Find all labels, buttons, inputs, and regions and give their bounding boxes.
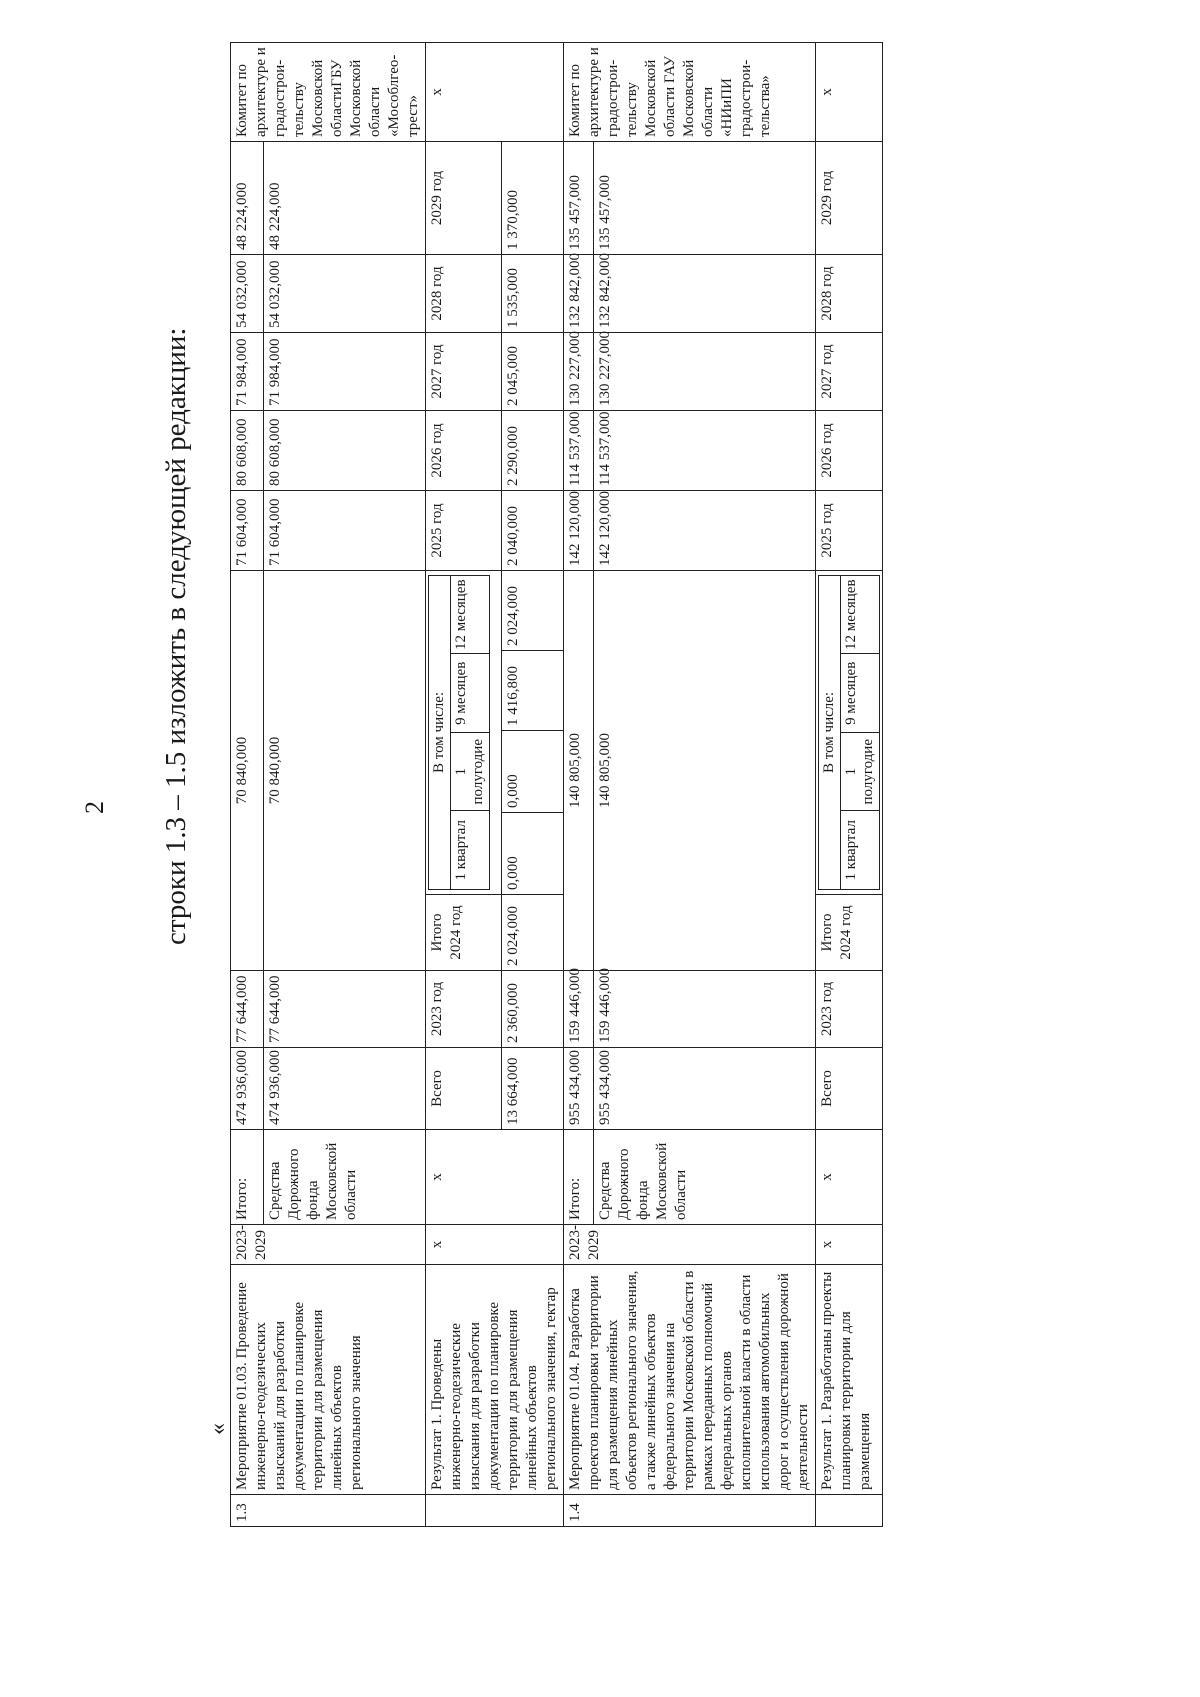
row-1-4-name: Мероприятие 01.04. Разработка проектов планировки территории для размещения линейных объектов регионального значения, а также линейных объектов федерального значения на территории Московской области в рамках переданных полномочий федеральных органов исполнительной власти в области использования автомобильных дорог и осуществления дорожной деятельности bbox=[564, 1265, 816, 1495]
result-1-v-2027: 2 045,000 bbox=[502, 332, 564, 410]
row-1-3-itogo-2026: 80 608,000 bbox=[231, 410, 264, 490]
row-1-4-fund-2026: 114 537,000 bbox=[594, 410, 816, 490]
row-1-4-itogo-2023: 159 446,000 bbox=[564, 971, 594, 1048]
row-1-3-itogo-total: 474 936,000 bbox=[231, 1048, 264, 1130]
result-2-header bbox=[816, 43, 883, 1527]
result-1-h-2026: 2026 год bbox=[426, 410, 502, 490]
result-2-h-m12: 12 месяцев bbox=[841, 575, 880, 654]
result-1-v-2028: 1 535,000 bbox=[502, 254, 564, 332]
row-1-4-executor: Комитет по архитектуре и градострои-тельству Московской области ГАУ Московской области «НИиПИ градострои-тельства» bbox=[564, 43, 816, 142]
row-1-3-itogo-2023: 77 644,000 bbox=[231, 971, 264, 1048]
result-2-h-2026: 2026 год bbox=[816, 410, 883, 490]
result-2-h-itogo2024: Итого 2024 год bbox=[816, 895, 883, 971]
result-1-h-itogo2024: Итого 2024 год bbox=[426, 895, 502, 971]
row-1-4-itogo-total: 955 434,000 bbox=[564, 1048, 594, 1130]
result-2-vtom-block bbox=[816, 570, 883, 894]
result-1-h-h1: 1 полугодие bbox=[451, 733, 490, 812]
result-1-v-h1: 0,000 bbox=[502, 731, 564, 813]
result-2-name: Результат 1. Разработаны проекты планировки территории для размещения bbox=[816, 1265, 883, 1495]
row-1-4-itogo bbox=[564, 43, 594, 1527]
result-2-source-x: х bbox=[816, 1130, 883, 1225]
result-2-h-2025: 2025 год bbox=[816, 490, 883, 570]
result-2-h-2028: 2028 год bbox=[816, 254, 883, 332]
result-1-v-q1: 0,000 bbox=[502, 813, 564, 895]
row-1-4-fund-2027: 130 227,000 bbox=[594, 332, 816, 410]
result-2-h-2027: 2027 год bbox=[816, 332, 883, 410]
row-1-3-itogo-2025: 71 604,000 bbox=[231, 490, 264, 570]
result-1-v-itogo2024: 2 024,000 bbox=[502, 895, 564, 971]
row-1-4-itogo-2029: 135 457,000 bbox=[564, 141, 594, 254]
row-1-3-fund-2026: 80 608,000 bbox=[263, 410, 426, 490]
row-1-4-fund-label: Средства Дорожного фонда Московской области bbox=[594, 1130, 816, 1225]
result-1-name: Результат 1. Проведены инженерно-геодезические изыскания для разработки документации по планировке территории для размещения линейных объектов регионального значения, гектар bbox=[426, 1265, 564, 1495]
result-1-h-m9: 9 месяцев bbox=[451, 654, 490, 733]
result-1-h-2029: 2029 год bbox=[426, 141, 502, 254]
result-1-h-2023: 2023 год bbox=[426, 971, 502, 1048]
row-1-3-itogo bbox=[231, 43, 264, 1527]
row-1-3-fund-2025: 71 604,000 bbox=[263, 490, 426, 570]
program-table bbox=[230, 42, 883, 1527]
row-1-3-itogo-2024: 70 840,000 bbox=[231, 570, 264, 970]
row-1-3-name: Мероприятие 01.03. Проведение инженерно-геодезических изысканий для разработки документации по планировке территории для размещения линейных объектов регионального значения bbox=[231, 1265, 426, 1495]
row-1-4-fund-2023: 159 446,000 bbox=[594, 971, 816, 1048]
row-1-4-fund-total: 955 434,000 bbox=[594, 1048, 816, 1130]
row-1-3-fund-2027: 71 984,000 bbox=[263, 332, 426, 410]
opening-quote: « bbox=[205, 1423, 231, 1435]
row-1-3-fund-2023: 77 644,000 bbox=[263, 971, 426, 1048]
result-1-v-2023: 2 360,000 bbox=[502, 971, 564, 1048]
result-1-h-2027: 2027 год bbox=[426, 332, 502, 410]
row-1-3-itogo-2027: 71 984,000 bbox=[231, 332, 264, 410]
row-1-4-itogo-2024: 140 805,000 bbox=[564, 570, 594, 970]
row-1-3-itogo-2029: 48 224,000 bbox=[231, 141, 264, 254]
row-1-4-fund-2029: 135 457,000 bbox=[594, 141, 816, 254]
row-1-3-itogo-label: Итого: bbox=[231, 1130, 264, 1225]
result-1-v-2026: 2 290,000 bbox=[502, 410, 564, 490]
result-1-h-2025: 2025 год bbox=[426, 490, 502, 570]
result-1-h-2028: 2028 год bbox=[426, 254, 502, 332]
row-1-3-fund-2029: 48 224,000 bbox=[263, 141, 426, 254]
result-2-h-2023: 2023 год bbox=[816, 971, 883, 1048]
result-1-period-x: х bbox=[426, 1225, 564, 1265]
row-1-3-fund-2024: 70 840,000 bbox=[263, 570, 426, 970]
result-1-h-vsego: Всего bbox=[426, 1048, 502, 1130]
result-1-h-vtom: В том числе: bbox=[429, 575, 451, 889]
row-1-4-itogo-2026: 114 537,000 bbox=[564, 410, 594, 490]
result-1-source-x: х bbox=[426, 1130, 564, 1225]
result-1-executor-x: х bbox=[426, 43, 564, 142]
row-1-4-period: 2023-2029 bbox=[564, 1225, 816, 1265]
result-2-executor-x: х bbox=[816, 43, 883, 142]
result-2-h-2029: 2029 год bbox=[816, 141, 883, 254]
row-1-3-fund-label: Средства Дорожного фонда Московской области bbox=[263, 1130, 426, 1225]
page-number: 2 bbox=[80, 801, 109, 814]
row-1-4-number: 1.4 bbox=[564, 1495, 816, 1527]
result-2-h-vsego: Всего bbox=[816, 1048, 883, 1130]
row-1-4-itogo-label: Итого: bbox=[564, 1130, 594, 1225]
row-1-3-itogo-2028: 54 032,000 bbox=[231, 254, 264, 332]
row-1-3-period: 2023-2029 bbox=[231, 1225, 426, 1265]
result-1-h-q1: 1 квартал bbox=[451, 811, 490, 890]
result-1-header bbox=[426, 43, 502, 1527]
row-1-4-fund-2028: 132 842,000 bbox=[594, 254, 816, 332]
result-1-v-2029: 1 370,000 bbox=[502, 141, 564, 254]
row-1-3-number: 1.3 bbox=[231, 1495, 426, 1527]
row-1-4-fund-2024: 140 805,000 bbox=[594, 570, 816, 970]
row-1-4-fund-2025: 142 120,000 bbox=[594, 490, 816, 570]
result-1-h-m12: 12 месяцев bbox=[451, 575, 490, 654]
result-1-v-m12: 2 024,000 bbox=[502, 570, 564, 650]
row-1-4-itogo-2028: 132 842,000 bbox=[564, 254, 594, 332]
lead-text: строки 1.3 – 1.5 изложить в следующей редакции: bbox=[160, 327, 192, 945]
row-1-3-fund-2028: 54 032,000 bbox=[263, 254, 426, 332]
row-1-4-itogo-2025: 142 120,000 bbox=[564, 490, 594, 570]
result-2-h-h1: 1 полугодие bbox=[841, 733, 880, 812]
row-1-3-fund-total: 474 936,000 bbox=[263, 1048, 426, 1130]
result-2-period-x: х bbox=[816, 1225, 883, 1265]
result-1-v-2025: 2 040,000 bbox=[502, 490, 564, 570]
result-1-v-m9: 1 416,800 bbox=[502, 651, 564, 731]
result-2-h-q1: 1 квартал bbox=[841, 811, 880, 890]
row-1-3-executor: Комитет по архитектуре и градострои-тельству Московской областиГБУ Московской области «Мособлгео-трест» bbox=[231, 43, 426, 142]
row-1-4-itogo-2027: 130 227,000 bbox=[564, 332, 594, 410]
result-2-h-vtom: В том числе: bbox=[819, 575, 841, 889]
result-1-v-vsego: 13 664,000 bbox=[502, 1048, 564, 1130]
result-2-h-m9: 9 месяцев bbox=[841, 654, 880, 733]
result-1-vtom-block bbox=[426, 570, 502, 894]
